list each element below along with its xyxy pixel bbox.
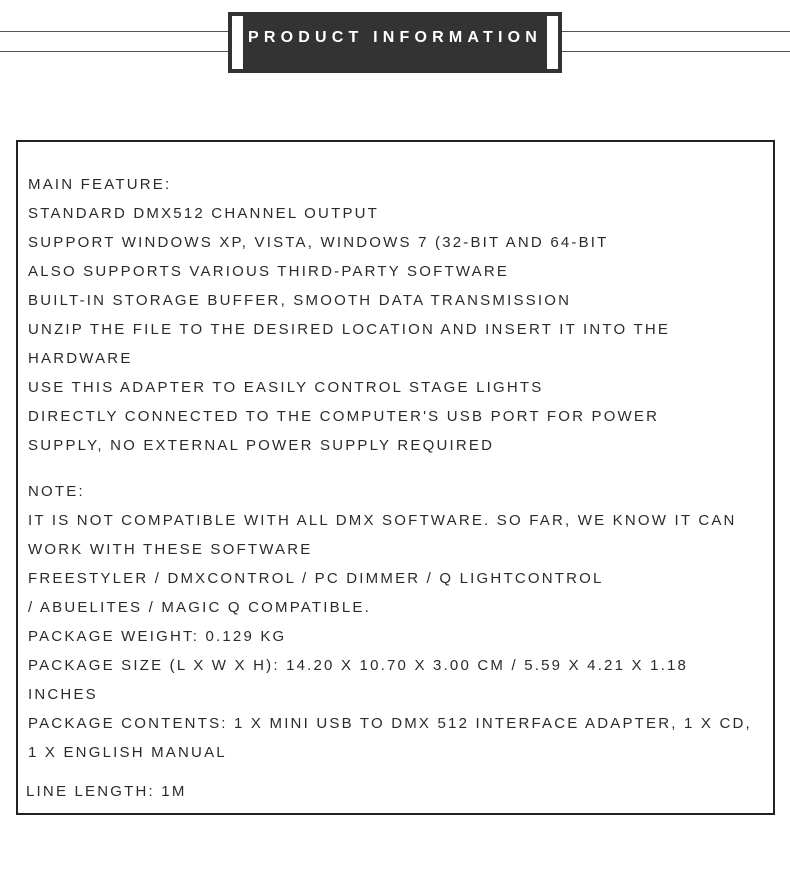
feature-line: DIRECTLY CONNECTED TO THE COMPUTER'S USB PORT FOR POWER bbox=[28, 408, 660, 425]
note-line: 1 X ENGLISH MANUAL bbox=[28, 744, 227, 761]
main-feature-heading: MAIN FEATURE: bbox=[28, 176, 172, 193]
section-title: PRODUCT INFORMATION bbox=[247, 29, 543, 46]
feature-line: USE THIS ADAPTER TO EASILY CONTROL STAGE LIGHTS bbox=[28, 379, 544, 396]
feature-line: SUPPORT WINDOWS XP, VISTA, WINDOWS 7 (32-BIT AND 64-BIT bbox=[28, 234, 609, 251]
note-line: FREESTYLER / DMXCONTROL / PC DIMMER / Q LIGHTCONTROL bbox=[28, 570, 604, 587]
feature-line: ALSO SUPPORTS VARIOUS THIRD-PARTY SOFTWARE bbox=[28, 263, 510, 280]
note-line: PACKAGE CONTENTS: 1 X MINI USB TO DMX 512 INTERFACE ADAPTER, 1 X CD, bbox=[28, 715, 752, 732]
note-heading: NOTE: bbox=[28, 483, 85, 500]
note-line: / ABUELITES / MAGIC Q COMPATIBLE. bbox=[28, 599, 371, 616]
note-line: INCHES bbox=[28, 686, 98, 703]
feature-line: UNZIP THE FILE TO THE DESIRED LOCATION AND INSERT IT INTO THE bbox=[28, 321, 671, 338]
product-info-text bbox=[28, 170, 773, 806]
feature-line: BUILT-IN STORAGE BUFFER, SMOOTH DATA TRANSMISSION bbox=[28, 292, 572, 309]
note-line: PACKAGE WEIGHT: 0.129 KG bbox=[28, 628, 287, 645]
feature-line: STANDARD DMX512 CHANNEL OUTPUT bbox=[28, 205, 380, 222]
feature-line: HARDWARE bbox=[28, 350, 133, 367]
feature-line: SUPPLY, NO EXTERNAL POWER SUPPLY REQUIRED bbox=[28, 437, 495, 454]
section-header-banner bbox=[228, 12, 562, 73]
product-info-panel bbox=[16, 140, 775, 815]
note-line: IT IS NOT COMPATIBLE WITH ALL DMX SOFTWARE. SO FAR, WE KNOW IT CAN bbox=[28, 512, 737, 529]
line-length: LINE LENGTH: 1M bbox=[26, 783, 187, 800]
note-line: PACKAGE SIZE (L X W X H): 14.20 X 10.70 X 3.00 CM / 5.59 X 4.21 X 1.18 bbox=[28, 657, 689, 674]
note-line: WORK WITH THESE SOFTWARE bbox=[28, 541, 313, 558]
